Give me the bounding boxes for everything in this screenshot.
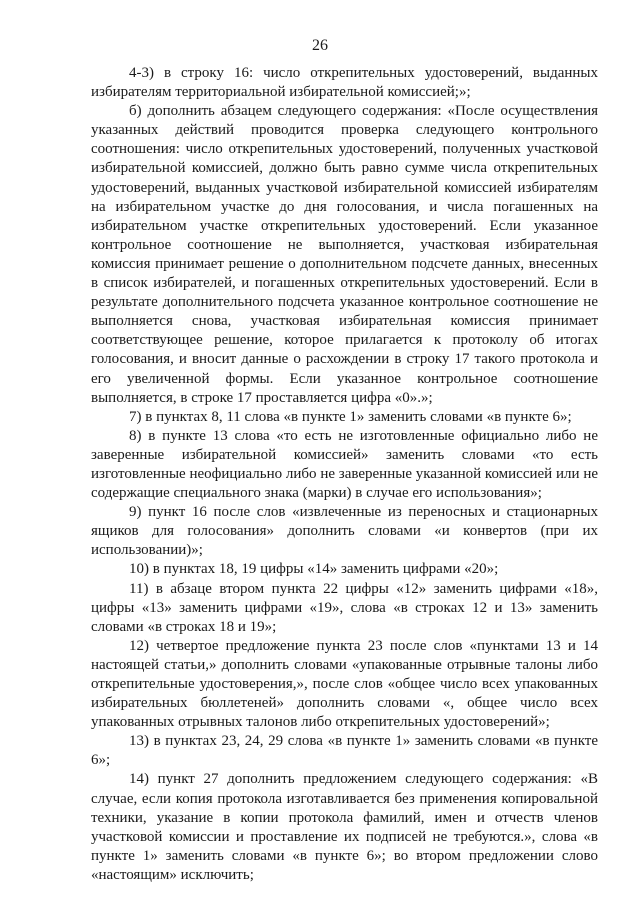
document-body [91, 64, 598, 885]
paragraph-9: 9) пункт 16 после слов «извлеченные из переносных и стационарных ящиков для голосования» дополнить словами «и конвертов (при их использовании)»; [91, 504, 598, 559]
paragraph-4-3: 4-3) в строку 16: число открепительных удостоверений, выданных избирателям территориальной избирательной комиссией;»; [91, 65, 598, 101]
paragraph-14: 14) пункт 27 дополнить предложением следующего содержания: «В случае, если копия протокола изготавливается без применения копировальной техники, указание в копии протокола фамилий, имен и отчеств членов участковой комиссии и проставление их подписей не требуются.», слова «в пункте 1» заменить словами «в пункте 6»; во втором предложении слово «настоящим» исключить; [91, 771, 598, 883]
paragraph-13: 13) в пунктах 23, 24, 29 слова «в пункте 1» заменить словами «в пункте 6»; [91, 733, 598, 769]
paragraph-8: 8) в пункте 13 слова «то есть не изготовленные официально либо не заверенные избирательной комиссией» заменить словами «то есть изготовленные неофициально либо не заверенные указанной комиссией или не содержащие специального знака (марки) в случае его использования»; [91, 427, 598, 502]
paragraph-10: 10) в пунктах 18, 19 цифры «14» заменить цифрами «20»; [129, 561, 499, 578]
paragraph-12: 12) четвертое предложение пункта 23 после слов «пунктами 13 и 14 настоящей статьи,» дополнить словами «упакованные отрывные талоны либо открепительные удостоверения,», после слов «общее число всех упакованных избирательных бюллетеней» дополнить словами «, общее число всех упакованных отрывных талонов либо открепительных удостоверений»; [91, 637, 598, 731]
paragraph-6: б) дополнить абзацем следующего содержания: «После осуществления указанных действий проводится проверка следующего контрольного соотношения: число открепительных удостоверений, полученных участковой избирательной комиссией, должно быть равно сумме числа открепительных удостоверений, выданных участковой избирательной комиссией избирателям на избирательном участке до дня голосования, и числа погашенных на избирательном участке открепительных удостоверений. Если указанное контрольное соотношение не выполняется, участковая избирательная комиссия принимает решение о дополнительном подсчете данных, внесенных в список избирателей, и погашенных открепительных удостоверений. Если в результате дополнительного подсчета указанное контрольное соотношение не выполняется снова, участковая избирательная комиссия принимает соответствующее решение, которое прилагается к протоколу об итогах голосования, и вносит данные о расхождении в строку 17 такого протокола и его увеличенной формы. Если указанное контрольное соотношение выполняется, в строке 17 проставляется цифра «0».»; [91, 103, 598, 406]
paragraph-7: 7) в пунктах 8, 11 слова «в пункте 1» заменить словами «в пункте 6»; [129, 408, 572, 425]
page-number: 26 [312, 37, 328, 54]
paragraph-11: 11) в абзаце втором пункта 22 цифры «12» заменить цифрами «18», цифры «13» заменить цифрами «19», слова «в строках 12 и 13» заменить словами «в строках 18 и 19»; [91, 580, 598, 635]
